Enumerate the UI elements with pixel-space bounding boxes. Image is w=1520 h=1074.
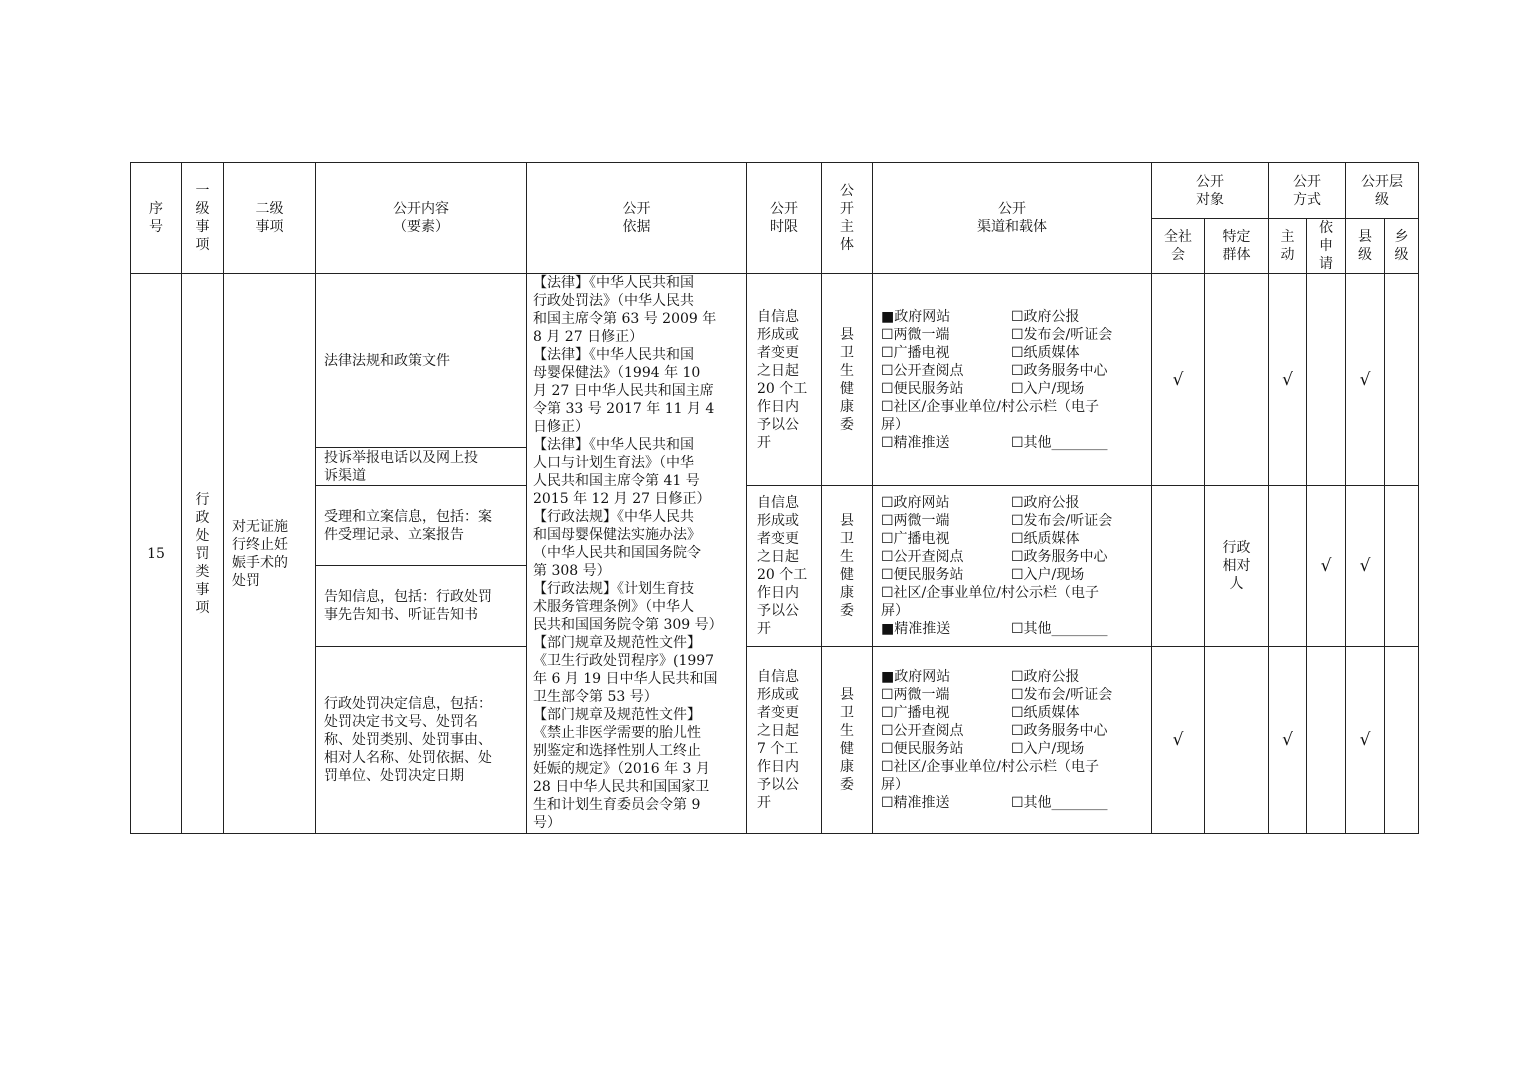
text-line: 方式: [1293, 191, 1321, 208]
text-line: 全社: [1164, 229, 1192, 245]
text-line: 20 个工: [757, 380, 808, 397]
method-active-cell: √: [1269, 274, 1307, 486]
method-request-cell: √: [1307, 486, 1346, 647]
text-line: 生: [840, 723, 854, 739]
text-line: 年 6 月 19 日中华人民共和国: [533, 671, 718, 687]
channel-row: [881, 686, 1143, 704]
text-line: 自信息: [757, 495, 799, 511]
channel-service: ☐政务服务中心: [1011, 723, 1108, 739]
text-line: 月 27 日中华人民共和国主席: [533, 383, 714, 399]
channel-station: ☐便民服务站: [881, 380, 964, 397]
subject-cell: [822, 274, 873, 486]
header-level2: [224, 163, 316, 274]
text-line: 者变更: [757, 344, 799, 361]
text-line: 予以公: [757, 603, 799, 619]
channel-row: [881, 344, 1143, 362]
channel-reading: ☐公开查阅点: [881, 362, 964, 379]
channel-row: [881, 530, 1143, 548]
header-target-all: [1152, 219, 1205, 274]
channel-row: [881, 362, 1143, 380]
channel-row: [881, 566, 1143, 584]
text-line: 相对人名称、处罚依据、处: [324, 750, 492, 766]
text-line: 令第 33 号 2017 年 11 月 4: [533, 401, 715, 417]
text-line: 县: [840, 687, 854, 703]
channel-row: [881, 308, 1143, 326]
channel-station: ☐便民服务站: [881, 567, 964, 583]
channel-press: ☐发布会/听证会: [1011, 326, 1113, 343]
level2-cell: [224, 274, 316, 834]
header-level: [1346, 163, 1419, 219]
channel-row: [881, 380, 1143, 398]
channel-onsite: ☐入户/现场: [1011, 741, 1085, 757]
text-line: 《卫生行政处罚程序》(1997: [533, 653, 715, 669]
text-line: （中华人民共和国国务院令: [533, 545, 701, 561]
text-line: 日修正）: [533, 419, 589, 435]
deadline-cell: [747, 647, 822, 834]
text-line: 事: [195, 219, 210, 235]
target-all-cell: [1152, 486, 1205, 647]
text-line: 级: [1375, 191, 1389, 208]
text-line: 公开: [1293, 173, 1321, 190]
text-line: 开: [840, 201, 854, 217]
channel-service: ☐政务服务中心: [1011, 362, 1108, 379]
text-line: 项: [195, 237, 210, 253]
text-line: 人民共和国主席令第 41 号: [533, 473, 700, 489]
text-line: 形成或: [757, 687, 799, 703]
text-line: 母婴保健法》（1994 年 10: [533, 365, 701, 381]
text-line: 请: [1319, 256, 1333, 272]
text-line: 生: [840, 362, 854, 379]
channel-paper: ☐纸质媒体: [1011, 705, 1080, 721]
text-line: 特定: [1222, 229, 1251, 245]
text-line: 体: [840, 237, 854, 253]
level-town-cell: [1385, 647, 1419, 834]
level-county-cell: √: [1346, 274, 1385, 486]
text-line: 者变更: [757, 531, 799, 547]
channel-wechat: ☐两微一端: [881, 513, 950, 529]
deadline-cell: [747, 486, 822, 647]
content-cell: [316, 486, 527, 566]
text-line: 20 个工: [757, 567, 808, 583]
channel-service: ☐政务服务中心: [1011, 549, 1108, 565]
data-row: [131, 274, 1419, 448]
level-town-cell: [1385, 274, 1419, 486]
target-specific-cell: [1205, 274, 1269, 486]
text-line: 予以公: [757, 416, 799, 433]
header-target: [1152, 163, 1269, 219]
content-cell: [316, 566, 527, 647]
channel-press: ☐发布会/听证会: [1011, 687, 1113, 703]
text-line: 之日起: [757, 362, 799, 379]
text-line: 处: [195, 527, 210, 544]
channel-row: [881, 704, 1143, 722]
channels-cell: [873, 274, 1152, 486]
subject-cell: [822, 647, 873, 834]
text-line: 行政: [1222, 540, 1251, 556]
text-line: 群体: [1222, 247, 1251, 263]
channel-wechat: ☐两微一端: [881, 687, 950, 703]
text-line: 渠道和载体: [977, 219, 1047, 235]
text-line: 行政处罚决定信息，包括：: [324, 696, 492, 712]
text-line: 人口与计划生育法》（中华: [533, 455, 694, 471]
text-line: 事先告知书、听证告知书: [324, 607, 478, 623]
channel-paper: ☐纸质媒体: [1011, 344, 1080, 361]
text-line: 健: [840, 380, 854, 397]
disclosure-table: [130, 162, 1419, 834]
text-line: 8 月 27 日修正）: [533, 329, 644, 345]
target-specific-cell: [1205, 486, 1269, 647]
text-line: 妊娠的规定》（2016 年 3 月: [533, 761, 710, 777]
text-line: 康: [840, 398, 854, 415]
text-line: 称、处罚类别、处罚事由、: [324, 732, 492, 748]
header-method-request: [1307, 219, 1346, 274]
text-line: 2015 年 12 月 27 日修正）: [533, 491, 711, 507]
level-county-cell: √: [1346, 486, 1385, 647]
channel-wechat: ☐两微一端: [881, 326, 950, 343]
text-line: 康: [840, 759, 854, 775]
text-line: 【部门规章及规范性文件】: [533, 707, 701, 723]
content-cell: [316, 647, 527, 834]
channel-row: [881, 740, 1143, 758]
text-line: 民共和国国务院令第 309 号）: [533, 617, 723, 633]
text-line: 卫生部令第 53 号）: [533, 689, 658, 705]
text-line: 公开: [770, 201, 798, 217]
text-line: 公: [840, 183, 854, 199]
text-line: 县: [1358, 229, 1372, 245]
text-line: 卫: [840, 344, 854, 361]
text-line: 健: [840, 567, 854, 583]
channel-other: ☐其他________: [1011, 434, 1108, 451]
channel-website: ■政府网站: [881, 669, 951, 685]
channel-push: ☐精准推送: [881, 795, 950, 811]
text-line: 会: [1171, 247, 1185, 263]
text-line: 【行政法规】《中华人民共: [533, 509, 694, 525]
channel-reading: ☐公开查阅点: [881, 549, 964, 565]
text-line: 县: [840, 326, 854, 343]
text-line: 号）: [533, 815, 561, 831]
header-level1: [182, 163, 224, 274]
text-line: 委: [840, 416, 854, 433]
text-line: 之日起: [757, 723, 799, 739]
seq-cell: 15: [131, 274, 182, 834]
channel-gazette: ☐政府公报: [1011, 495, 1080, 511]
method-active-cell: √: [1269, 647, 1307, 834]
text-line: 相对: [1222, 558, 1251, 574]
text-line: 行终止妊: [232, 536, 288, 553]
text-line: 人: [1229, 576, 1244, 592]
subject-cell: [822, 486, 873, 647]
text-line: 予以公: [757, 777, 799, 793]
channel-tv: ☐广播电视: [881, 344, 950, 361]
channel-station: ☐便民服务站: [881, 741, 964, 757]
target-all-cell: √: [1152, 647, 1205, 834]
text-line: 一: [195, 183, 210, 199]
text-line: 者变更: [757, 705, 799, 721]
text-line: 自信息: [757, 308, 799, 325]
header-content: [316, 163, 527, 274]
text-line: 公开: [1196, 173, 1224, 190]
channel-board2: 屏）: [881, 603, 909, 619]
text-line: 级: [195, 201, 210, 217]
text-line: 生和计划生育委员会令第 9: [533, 797, 701, 813]
text-line: 术服务管理条例》（中华人: [533, 599, 694, 615]
channel-push: ■精准推送: [881, 621, 951, 637]
level1-cell: [182, 274, 224, 834]
method-request-cell: [1307, 274, 1346, 486]
text-line: 【部门规章及规范性文件】: [533, 635, 701, 651]
text-line: 作日内: [757, 398, 799, 415]
channel-tv: ☐广播电视: [881, 705, 950, 721]
text-line: 委: [840, 603, 854, 619]
text-line: 事: [195, 581, 210, 598]
method-active-cell: [1269, 486, 1307, 647]
text-line: 项: [195, 599, 210, 616]
target-all-cell: √: [1152, 274, 1205, 486]
text-line: 之日起: [757, 549, 799, 565]
channel-press: ☐发布会/听证会: [1011, 513, 1113, 529]
method-request-cell: [1307, 647, 1346, 834]
text-line: 号: [149, 219, 163, 235]
channel-row: [881, 620, 1143, 638]
header-method: [1269, 163, 1346, 219]
channel-board2: 屏）: [881, 777, 909, 793]
text-line: 对象: [1196, 191, 1224, 208]
text-line: 行: [195, 491, 210, 508]
channel-tv: ☐广播电视: [881, 531, 950, 547]
text-line: 级: [1358, 247, 1372, 263]
text-line: 开: [757, 621, 771, 637]
text-line: 别鉴定和选择性别人工终止: [533, 743, 701, 759]
text-line: 公开层: [1361, 173, 1403, 190]
text-line: 和国母婴保健法实施办法》: [533, 527, 701, 543]
header-basis: [527, 163, 747, 274]
header-level-town: [1385, 219, 1419, 274]
text-line: 动: [1280, 247, 1295, 263]
text-line: 公开: [998, 201, 1026, 217]
channel-website: ■政府网站: [881, 308, 951, 325]
channel-other: ☐其他________: [1011, 621, 1108, 637]
channel-board: ☐社区/企事业单位/村公示栏（电子: [881, 585, 1099, 601]
text-line: 类: [195, 563, 210, 580]
text-line: 公开: [622, 201, 651, 217]
text-line: 罚单位、处罚决定日期: [324, 768, 464, 784]
header-target-specific: [1205, 219, 1269, 274]
text-line: 【行政法规】《计划生育技: [533, 581, 694, 597]
text-line: 卫: [840, 531, 854, 547]
header-method-active: [1269, 219, 1307, 274]
text-line: 投诉举报电话以及网上投: [324, 449, 478, 466]
text-line: 娠手术的: [232, 554, 288, 571]
header-deadline: [747, 163, 822, 274]
text-line: 健: [840, 741, 854, 757]
text-line: 康: [840, 585, 854, 601]
text-line: 法律法规和政策文件: [324, 352, 450, 369]
data-row: [131, 486, 1419, 566]
text-line: 【法律】《中华人民共和国: [533, 437, 694, 453]
header-channels: [873, 163, 1152, 274]
text-line: 申: [1319, 238, 1333, 254]
text-line: 和国主席令第 63 号 2009 年: [533, 311, 717, 327]
text-line: 主: [840, 219, 854, 235]
content-cell: [316, 448, 527, 486]
text-line: 诉渠道: [324, 467, 366, 484]
text-line: 县: [840, 513, 854, 529]
header-subject: [822, 163, 873, 274]
data-row: [131, 647, 1419, 834]
text-line: 形成或: [757, 326, 799, 343]
text-line: 对无证施: [232, 518, 288, 535]
header-level-county: [1346, 219, 1385, 274]
text-line: 自信息: [757, 669, 799, 685]
deadline-cell: [747, 274, 822, 486]
channel-other: ☐其他________: [1011, 795, 1108, 811]
channel-onsite: ☐入户/现场: [1011, 380, 1085, 397]
text-line: （要素）: [393, 219, 449, 235]
text-line: 作日内: [757, 759, 799, 775]
channel-board: ☐社区/企事业单位/村公示栏（电子: [881, 759, 1099, 775]
text-line: 处罚: [232, 572, 260, 589]
text-line: 7 个工: [757, 741, 799, 757]
target-specific-cell: [1205, 647, 1269, 834]
text-line: 《禁止非医学需要的胎儿性: [533, 725, 701, 741]
channel-push: ☐精准推送: [881, 434, 950, 451]
text-line: 处罚决定书文号、处罚名: [324, 714, 478, 730]
text-line: 主: [1280, 229, 1295, 245]
text-line: 委: [840, 777, 854, 793]
channel-website: ☐政府网站: [881, 495, 950, 511]
text-line: 卫: [840, 705, 854, 721]
channel-board: ☐社区/企事业单位/村公示栏（电子: [881, 398, 1099, 415]
channel-row: [881, 494, 1143, 512]
channel-row: [881, 512, 1143, 530]
text-line: 【法律】《中华人民共和国: [533, 275, 694, 291]
text-line: 【法律】《中华人民共和国: [533, 347, 694, 363]
channel-onsite: ☐入户/现场: [1011, 567, 1085, 583]
channel-row: [881, 548, 1143, 566]
channel-gazette: ☐政府公报: [1011, 669, 1080, 685]
channel-row: [881, 794, 1143, 812]
text-line: 生: [840, 549, 854, 565]
text-line: 件受理记录、立案报告: [324, 526, 464, 543]
text-line: 时限: [770, 219, 798, 235]
level-county-cell: √: [1346, 647, 1385, 834]
channel-reading: ☐公开查阅点: [881, 723, 964, 739]
text-line: 公开内容: [393, 201, 449, 217]
channel-paper: ☐纸质媒体: [1011, 531, 1080, 547]
text-line: 二级: [255, 201, 284, 217]
text-line: 依据: [622, 219, 651, 235]
text-line: 行政处罚法》（中华人民共: [533, 293, 694, 309]
channel-board2: 屏）: [881, 416, 909, 433]
text-line: 第 308 号）: [533, 563, 611, 579]
text-line: 乡: [1394, 229, 1409, 245]
text-line: 开: [757, 434, 771, 451]
text-line: 作日内: [757, 585, 799, 601]
level-town-cell: [1385, 486, 1419, 647]
header-row-1: [131, 163, 1419, 219]
text-line: 依: [1319, 220, 1333, 236]
text-line: 事项: [255, 219, 284, 235]
channel-row: [881, 668, 1143, 686]
text-line: 告知信息，包括：行政处罚: [324, 589, 492, 605]
header-seq: [131, 163, 182, 274]
channel-row: [881, 326, 1143, 344]
text-line: 罚: [195, 545, 210, 562]
channel-row: [881, 434, 1143, 452]
text-line: 政: [195, 509, 210, 526]
basis-cell: [527, 274, 747, 834]
text-line: 级: [1394, 247, 1409, 263]
text-line: 开: [757, 795, 771, 811]
text-line: 序: [149, 201, 163, 217]
channels-cell: [873, 647, 1152, 834]
text-line: 28 日中华人民共和国国家卫: [533, 779, 710, 795]
channels-cell: [873, 486, 1152, 647]
text-line: 受理和立案信息，包括：案: [324, 508, 492, 525]
content-cell: [316, 274, 527, 448]
text-line: 形成或: [757, 513, 799, 529]
channel-gazette: ☐政府公报: [1011, 308, 1080, 325]
channel-row: [881, 722, 1143, 740]
